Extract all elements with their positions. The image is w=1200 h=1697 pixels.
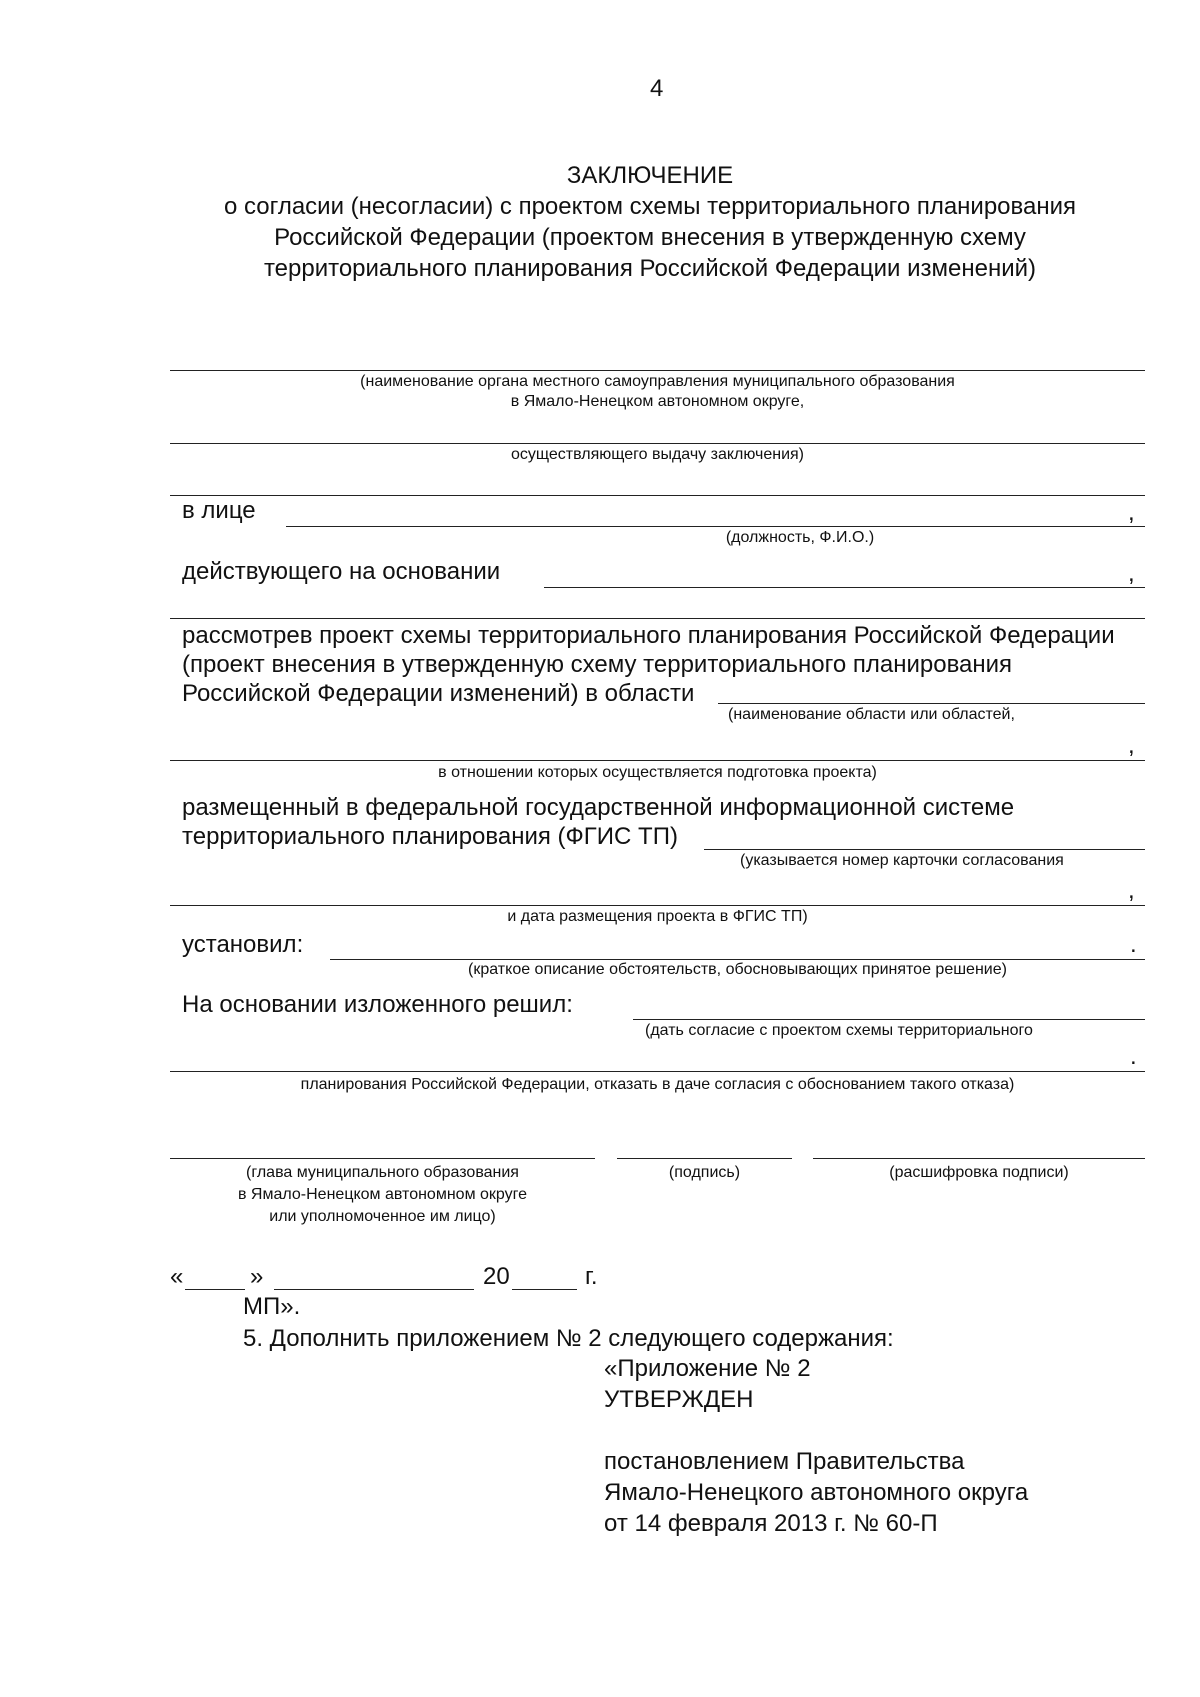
caption-organ-1: (наименование органа местного самоуправления муниципального образования bbox=[360, 373, 955, 390]
appendix-block bbox=[604, 1353, 1028, 1539]
dot-1: . bbox=[1130, 931, 1137, 958]
caption-card-2: и дата размещения проекта в ФГИС ТП) bbox=[507, 908, 808, 925]
organ-name-line-2[interactable] bbox=[170, 443, 1145, 444]
label-acting: действующего на основании bbox=[182, 558, 501, 585]
caption-area-1: (наименование области или областей, bbox=[728, 706, 1015, 723]
title-heading: ЗАКЛЮЧЕНИЕ bbox=[566, 162, 734, 189]
caption-card-1: (указывается номер карточки согласования bbox=[740, 852, 1064, 869]
reviewed-line-2: (проект внесения в утвержденную схему территориального планирования bbox=[182, 651, 1013, 678]
caption-head-1: (глава муниципального образования bbox=[246, 1164, 519, 1181]
placed-line-2: территориального планирования (ФГИС ТП) bbox=[182, 823, 678, 850]
area-line[interactable] bbox=[718, 703, 1145, 704]
title-line-1: о согласии (несогласии) с проектом схемы территориального планирования bbox=[223, 193, 1077, 220]
caption-head-3: или уполномоченное им лицо) bbox=[269, 1208, 496, 1225]
label-established: установил: bbox=[182, 931, 304, 958]
decoding-line[interactable] bbox=[813, 1158, 1145, 1159]
caption-decision-2: планирования Российской Федерации, отказать в даче согласия с обоснованием такого отказа) bbox=[300, 1076, 1015, 1093]
organ-name-line[interactable] bbox=[170, 370, 1145, 371]
placed-line-1: размещенный в федеральной государственной информационной системе bbox=[182, 794, 1015, 821]
amendment-text: 5. Дополнить приложением № 2 следующего содержания: bbox=[243, 1325, 894, 1352]
reviewed-line-1: рассмотрев проект схемы территориального планирования Российской Федерации bbox=[182, 622, 1115, 649]
reviewed-paragraph bbox=[182, 621, 1115, 708]
label-decided: На основании изложенного решил: bbox=[182, 991, 573, 1018]
comma-1: , bbox=[1128, 499, 1135, 526]
caption-position: (должность, Ф.И.О.) bbox=[725, 529, 875, 546]
caption-decoding: (расшифровка подписи) bbox=[889, 1164, 1069, 1181]
caption-head-2: в Ямало-Ненецком автономном округе bbox=[237, 1186, 528, 1203]
signature-line[interactable] bbox=[617, 1158, 792, 1159]
card-number-line-2[interactable] bbox=[170, 905, 1145, 906]
decision-line[interactable] bbox=[633, 1019, 1145, 1020]
comma-2: , bbox=[1128, 560, 1135, 587]
caption-signature: (подпись) bbox=[668, 1164, 741, 1181]
date-month-line[interactable] bbox=[274, 1289, 474, 1290]
caption-organ-2: в Ямало-Ненецком автономном округе, bbox=[510, 393, 805, 410]
date-day-line[interactable] bbox=[185, 1289, 245, 1290]
appendix-line-2: УТВЕРЖДЕН bbox=[604, 1386, 754, 1413]
appendix-line-4: Ямало-Ненецкого автономного округа bbox=[604, 1479, 1029, 1506]
reviewed-line-3: Российской Федерации изменений) в области bbox=[182, 680, 695, 707]
date-year-line[interactable] bbox=[512, 1289, 577, 1290]
date-year-prefix: 20 bbox=[483, 1263, 510, 1290]
title-line-3: территориального планирования Российской Федерации изменений) bbox=[263, 255, 1037, 282]
caption-organ-3: осуществляющего выдачу заключения) bbox=[510, 446, 804, 463]
head-line[interactable] bbox=[170, 1158, 595, 1159]
caption-circumstances: (краткое описание обстоятельств, обосновывающих принятое решение) bbox=[468, 961, 1007, 978]
date-open-quote: « bbox=[170, 1263, 184, 1290]
decision-line-2[interactable] bbox=[170, 1071, 1145, 1072]
position-fio-line[interactable] bbox=[286, 526, 1145, 527]
basis-line[interactable] bbox=[544, 587, 1145, 588]
title-line-2: Российской Федерации (проектом внесения в утвержденную схему bbox=[274, 224, 1026, 251]
date-year-suffix: г. bbox=[585, 1263, 598, 1290]
caption-decision-1: (дать согласие с проектом схемы территориального bbox=[645, 1022, 1033, 1039]
comma-4: , bbox=[1128, 877, 1135, 904]
appendix-line-1: «Приложение № 2 bbox=[604, 1355, 811, 1382]
comma-3: , bbox=[1128, 732, 1135, 759]
page-number: 4 bbox=[650, 75, 664, 102]
appendix-line-5: от 14 февраля 2013 г. № 60-П bbox=[604, 1510, 938, 1537]
stamp-mark: МП». bbox=[243, 1293, 301, 1320]
date-close-quote: » bbox=[250, 1263, 264, 1290]
basis-line-2[interactable] bbox=[170, 618, 1145, 619]
document-title bbox=[150, 160, 1150, 284]
card-number-line[interactable] bbox=[704, 849, 1145, 850]
placed-paragraph bbox=[182, 793, 1014, 851]
organ-name-line-3[interactable] bbox=[170, 495, 1145, 496]
area-line-2[interactable] bbox=[170, 760, 1145, 761]
dot-2: . bbox=[1130, 1043, 1137, 1070]
label-in-person: в лице bbox=[182, 497, 256, 524]
appendix-line-3: постановлением Правительства bbox=[604, 1448, 965, 1475]
caption-area-2: в отношении которых осуществляется подготовка проекта) bbox=[438, 764, 877, 781]
